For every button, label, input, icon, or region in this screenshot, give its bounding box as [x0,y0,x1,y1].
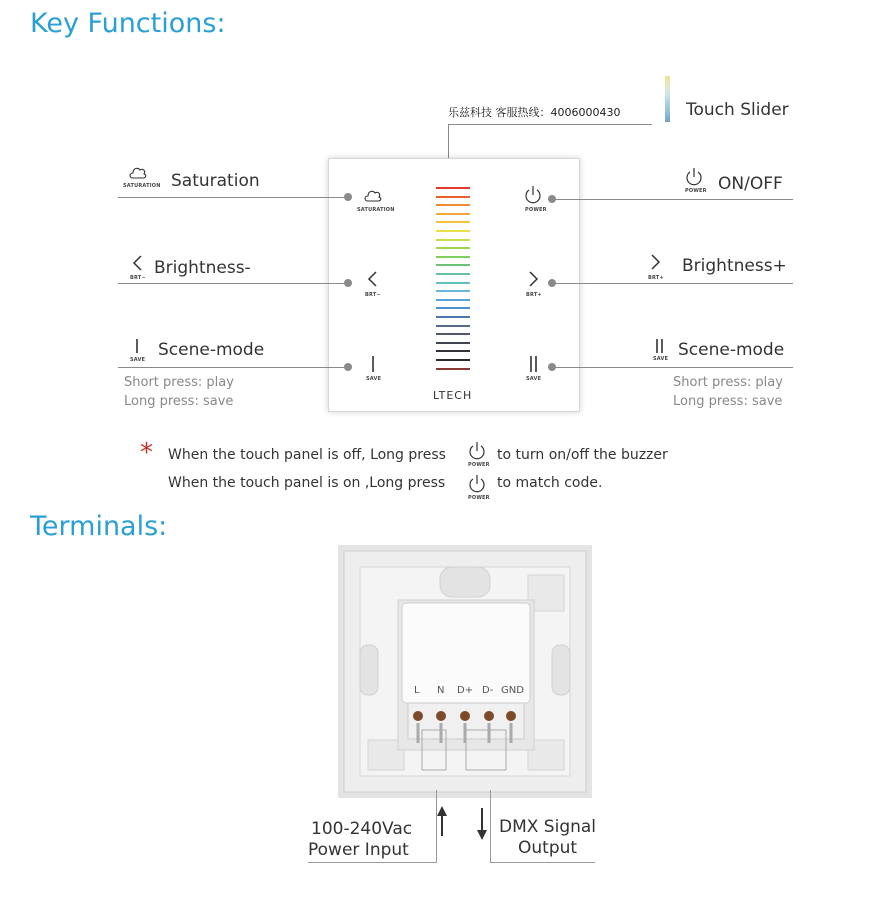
power-icon [684,167,704,187]
brightness-up-key-text: BRT+ [526,292,542,298]
brightness-up-label: Brightness+ [682,256,787,276]
brightness-up-key-icon[interactable] [528,270,540,288]
slider-stripe [436,316,470,318]
power-key-text: POWER [525,207,547,213]
power-icon [467,441,487,461]
slider-stripe [436,307,470,309]
scene-save-2-key-icon[interactable] [528,355,540,373]
note-off-action: to turn on/off the buzzer [497,447,668,463]
brightness-up-icon [650,254,662,270]
scene-save-1-icon-text: SAVE [130,357,146,363]
terminal-d-plus: D+ [457,685,474,696]
brightness-up-icon-text: BRT+ [648,275,664,281]
io-arrows [432,806,496,866]
dmx-output-line1: DMX Signal [499,817,597,837]
power-input-line1: 100-240Vac [311,819,413,839]
down-arrow-icon [477,830,487,840]
brightness-down-icon-text: BRT− [130,275,146,281]
slider-stripe [436,204,470,206]
back-panel-drawing [338,545,592,798]
slider-stripe [436,247,470,249]
note-power-text-2: POWER [468,495,490,501]
power-key-icon[interactable] [523,184,543,206]
brightness-down-label: Brightness- [154,258,251,278]
slider-stripe [436,187,470,189]
slider-stripe [436,299,470,301]
slider-stripe [436,350,470,352]
terminal-gnd: GND [501,685,524,696]
on-off-label: ON/OFF [718,174,783,194]
note-power-text-1: POWER [468,462,490,468]
touch-slider-label: Touch Slider [686,100,789,120]
power-icon-text: POWER [685,188,707,194]
slider-stripe [436,368,470,370]
slider-stripe [436,230,470,232]
slider-stripe [436,213,470,215]
dmx-output-line2: Output [518,838,578,858]
brightness-down-key-text: BRT− [365,292,381,298]
scene-right-short-press: Short press: play [673,375,783,390]
terminal-d-minus: D- [482,685,494,696]
scene-save-2-icon-text: SAVE [653,356,669,362]
scene-save-1-key-icon[interactable] [370,355,376,373]
scene-mode-left-label: Scene-mode [158,340,265,360]
brightness-down-key-icon[interactable] [366,270,378,288]
slider-stripe [436,333,470,335]
scene-mode-right-label: Scene-mode [678,340,785,360]
scene-left-short-press: Short press: play [124,375,234,390]
power-icon [467,474,487,494]
hotline-text: 乐兹科技 客服热线：4006000430 [448,106,621,119]
slider-stripe [436,264,470,266]
note-off-text: When the touch panel is off, Long press [168,447,446,463]
slider-stripe [436,196,470,198]
scene-save-2-key-text: SAVE [526,376,542,382]
slider-stripe [436,282,470,284]
scene-save-1-icon [134,338,140,354]
slider-stripe [436,290,470,292]
slider-gradient-icon [665,76,670,122]
slider-stripe [436,256,470,258]
saturation-key-text: SATURATION [357,207,395,213]
scene-left-long-press: Long press: save [124,394,234,409]
saturation-icon-text: SATURATION [123,183,161,189]
brightness-down-icon [131,255,143,271]
scene-right-long-press: Long press: save [673,394,783,409]
note-on-text: When the touch panel is on ,Long press [168,475,446,491]
slider-stripe [436,239,470,241]
key-functions-heading: Key Functions: [30,8,226,39]
saturation-icon [128,164,148,180]
slider-stripe [436,342,470,344]
scene-save-1-key-text: SAVE [366,376,382,382]
scene-save-2-icon [654,338,666,354]
slider-stripe [436,273,470,275]
slider-stripe [436,325,470,327]
terminal-l: L [414,685,420,696]
saturation-label: Saturation [171,171,260,191]
terminals-heading: Terminals: [30,511,168,542]
saturation-key-icon[interactable] [363,186,383,206]
up-arrow-icon [437,806,447,816]
terminal-n: N [437,685,445,696]
slider-stripe [436,221,470,223]
note-on-action: to match code. [497,475,603,491]
slider-stripe [436,359,470,361]
asterisk-icon: * [140,438,153,468]
brand-logo: LTECH [433,389,473,402]
power-input-line2: Power Input [308,840,409,860]
